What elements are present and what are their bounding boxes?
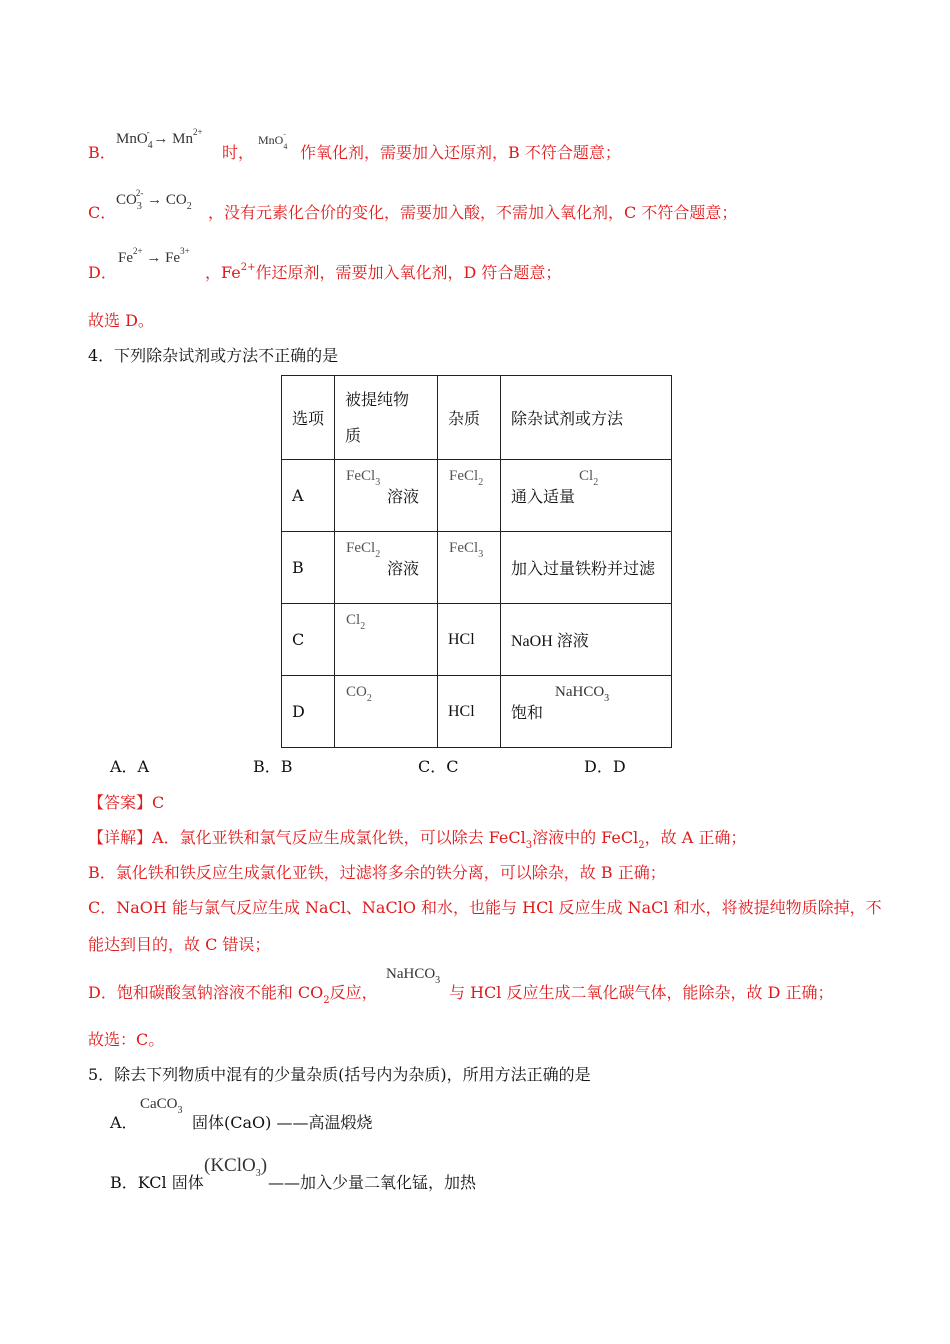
formula-caco3: CaCO$_3$ bbox=[140, 1096, 183, 1116]
table-row bbox=[282, 460, 672, 532]
formula-co3-to-co2: $CO_3^{2-} \to CO_2$ bbox=[116, 188, 192, 212]
answer-line: 【答案】C bbox=[88, 793, 165, 812]
formula-fecl2: FeCl$_2$ bbox=[449, 468, 484, 488]
option-d-label: D． bbox=[88, 263, 117, 282]
q5-option-b-label[interactable]: B．KCl 固体 bbox=[110, 1173, 204, 1192]
table-header-row bbox=[282, 376, 672, 460]
option-b-text-2: 作氧化剂，需要加入还原剂，B 不符合题意； bbox=[300, 143, 621, 162]
detail-line-3b: 能达到目的，故 C 错误； bbox=[88, 935, 271, 954]
option-c-label: C． bbox=[88, 203, 117, 222]
row-d-method: 饱和 NaHCO$_3$ bbox=[501, 676, 672, 748]
detail-line-2: B．氯化铁和铁反应生成氯化亚铁，过滤将多余的铁分离，可以除杂，故 B 正确； bbox=[88, 863, 666, 882]
row-a-impurity bbox=[438, 460, 501, 532]
detail-line-4: D．饱和碳酸氢钠溶液不能和 $CO_2$反应， bbox=[88, 983, 378, 1006]
table-row bbox=[282, 676, 672, 748]
header-substance: 被提纯物 质 bbox=[335, 376, 438, 460]
choice-c[interactable]: C．C bbox=[418, 757, 459, 776]
formula-nahco3: NaHCO$_3$ bbox=[386, 966, 441, 986]
row-b-option: B bbox=[282, 532, 335, 604]
q4-conclusion: 故选：C。 bbox=[88, 1030, 165, 1049]
row-a-option: A bbox=[282, 460, 335, 532]
row-d-substance: $CO_2$ bbox=[335, 676, 438, 748]
formula-mno4-to-mn: $MnO_4^- \to Mn^{2+}$ bbox=[116, 127, 203, 151]
row-b-substance: FeCl$_2$ 溶液 bbox=[335, 532, 438, 604]
formula-fecl3: FeCl$_3$ bbox=[346, 468, 381, 488]
question-5-stem: 5．除去下列物质中混有的少量杂质(括号内为杂质)，所用方法正确的是 bbox=[88, 1065, 591, 1084]
q5-option-a-text: 固体(CaO) ——高温煅烧 bbox=[192, 1113, 373, 1132]
option-b-text-1: 时， bbox=[222, 143, 255, 162]
table-row bbox=[282, 604, 672, 676]
question-4-stem: 4．下列除杂试剂或方法不正确的是 bbox=[88, 346, 339, 365]
row-c-substance: $Cl_2$ bbox=[335, 604, 438, 676]
choice-a[interactable]: A．A bbox=[110, 757, 150, 776]
option-b-explanation: B． bbox=[88, 143, 116, 162]
q5-option-b-text: ——加入少量二氧化锰，加热 bbox=[268, 1173, 477, 1192]
option-d-text: ，$Fe^{2+}$作还原剂，需要加入氧化剂，D 符合题意； bbox=[205, 262, 562, 282]
row-b-impurity: FeCl$_3$ bbox=[438, 532, 501, 604]
detail-line-1: 【详解】A．氯化亚铁和氯气反应生成氯化铁，可以除去 FeCl$_3$溶液中的 FeCl$_2$，故 A 正确； bbox=[88, 828, 747, 851]
option-c-text: ，没有元素化合价的变化，需要加入酸，不需加入氧化剂，C 不符合题意； bbox=[208, 203, 738, 222]
row-a-substance: FeCl$_3$ 溶液 bbox=[335, 460, 438, 532]
row-c-option: C bbox=[282, 604, 335, 676]
formula-mno4: MnO$_4$- bbox=[258, 130, 288, 151]
row-d-impurity: HCl bbox=[438, 676, 501, 748]
row-a-method: 通入适量 $Cl_2$ bbox=[501, 460, 672, 532]
prev-conclusion: 故选 D。 bbox=[88, 311, 154, 330]
detail-line-4-end: 与 HCl 反应生成二氧化碳气体，能除杂，故 D 正确； bbox=[449, 983, 834, 1002]
row-d-option: D bbox=[282, 676, 335, 748]
formula-fe2-to-fe3: $Fe^{2+} \to Fe^{3+}$ bbox=[118, 246, 190, 266]
choice-b[interactable]: B．B bbox=[253, 757, 293, 776]
q5-option-a-label[interactable]: A． bbox=[110, 1113, 138, 1132]
header-option: 选项 bbox=[282, 376, 335, 460]
header-method: 除杂试剂或方法 bbox=[501, 376, 672, 460]
table-row bbox=[282, 532, 672, 604]
row-c-method: NaOH 溶液 bbox=[501, 604, 672, 676]
row-c-impurity: HCl bbox=[438, 604, 501, 676]
formula-kclo3: (KClO$_3$) bbox=[204, 1155, 268, 1179]
detail-line-3: C．NaOH 能与氯气反应生成 NaCl、NaClO 和水，也能与 HCl 反应生成 NaCl 和水，将被提纯物质除掉，不 bbox=[88, 898, 882, 917]
row-b-method: 加入过量铁粉并过滤 bbox=[501, 532, 672, 604]
header-impurity: 杂质 bbox=[438, 376, 501, 460]
options-table bbox=[281, 375, 672, 748]
choice-d[interactable]: D．D bbox=[584, 757, 626, 776]
